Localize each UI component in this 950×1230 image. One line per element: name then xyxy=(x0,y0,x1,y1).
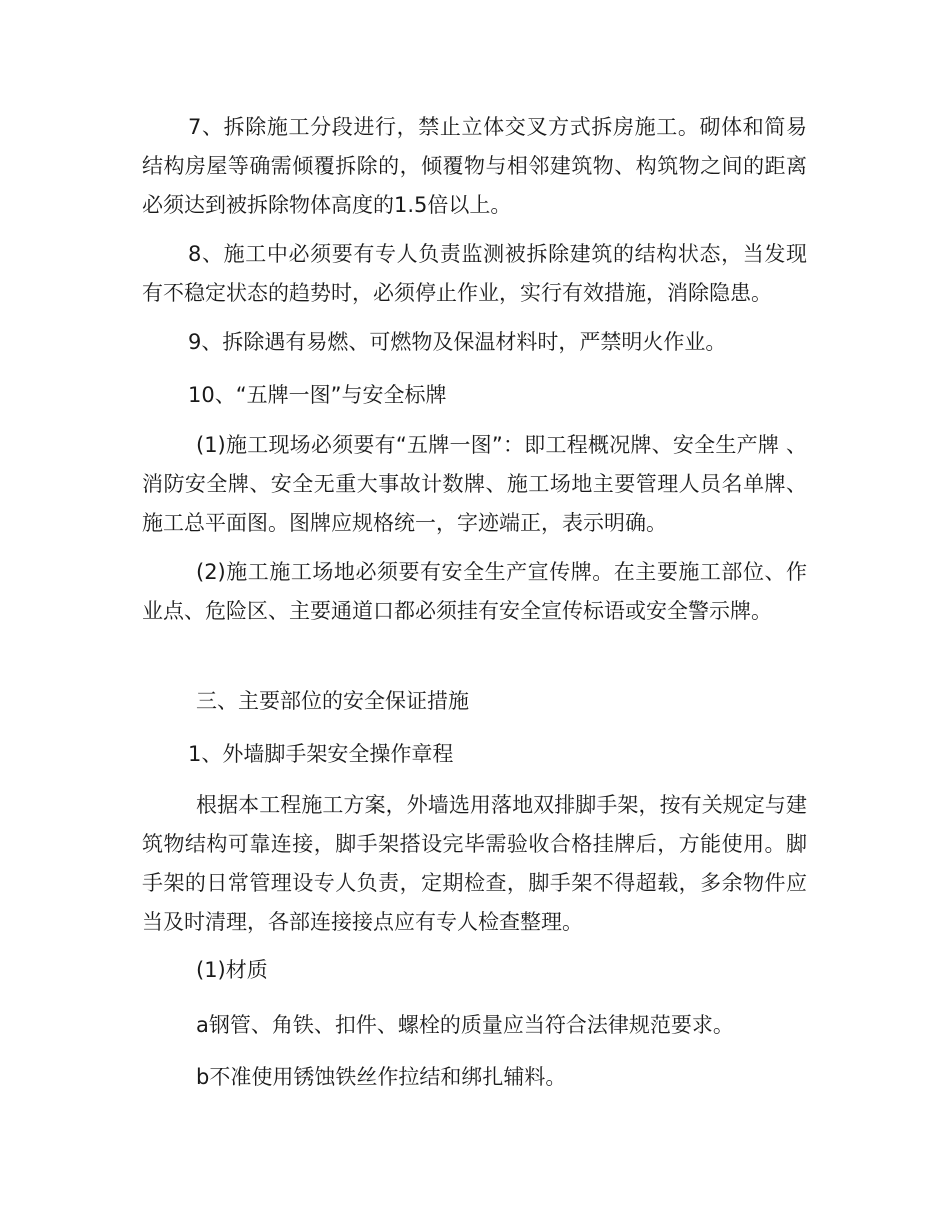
paragraph-item-10-heading: 10、“五牌一图”与安全标牌 xyxy=(188,383,447,407)
paragraph-five-signs-one-map: (1)施工现场必须要有“五牌一图”：即工程概况牌、安全生产牌 、消防安全牌、安全无重大事故计数牌、施工场地主要管理人员名单牌、施工总平面图。图牌应规格统一，字迹端正，表示明确。 xyxy=(142,433,807,535)
subsection-heading-scaffold: 1、外墙脚手架安全操作章程 xyxy=(188,742,454,766)
paragraph-material-a: a钢管、角铁、扣件、螺栓的质量应当符合法律规范要求。 xyxy=(196,1013,734,1037)
paragraph-item-8: 8、施工中必须要有专人负责监测被拆除建筑的结构状态，当发现有不稳定状态的趋势时，必须停止作业，实行有效措施，消除隐患。 xyxy=(142,242,807,305)
paragraph-material-heading: (1)材质 xyxy=(196,958,268,982)
paragraph-item-9: 9、拆除遇有易燃、可燃物及保温材料时，严禁明火作业。 xyxy=(188,330,727,354)
paragraph-item-7: 7、拆除施工分段进行，禁止立体交叉方式拆房施工。砌体和简易结构房屋等确需倾覆拆除的，倾覆物与相邻建筑物、构筑物之间的距离必须达到被拆除物体高度的1.5倍以上。 xyxy=(142,115,807,217)
paragraph-scaffold-body: 根据本工程施工方案，外墙选用落地双排脚手架，按有关规定与建筑物结构可靠连接，脚手架搭设完毕需验收合格挂牌后，方能使用。脚手架的日常管理设专人负责，定期检查，脚手架不得超载，多余物件应当及时清理，各部连接接点应有专人检查整理。 xyxy=(142,793,807,934)
paragraph-safety-signboards: (2)施工施工场地必须要有安全生产宣传牌。在主要施工部位、作业点、危险区、主要通道口都必须挂有安全宣传标语或安全警示牌。 xyxy=(142,560,807,623)
section-heading-three: 三、主要部位的安全保证措施 xyxy=(196,689,469,713)
paragraph-material-b: b不准使用锈蚀铁丝作拉结和绑扎辅料。 xyxy=(196,1065,567,1089)
